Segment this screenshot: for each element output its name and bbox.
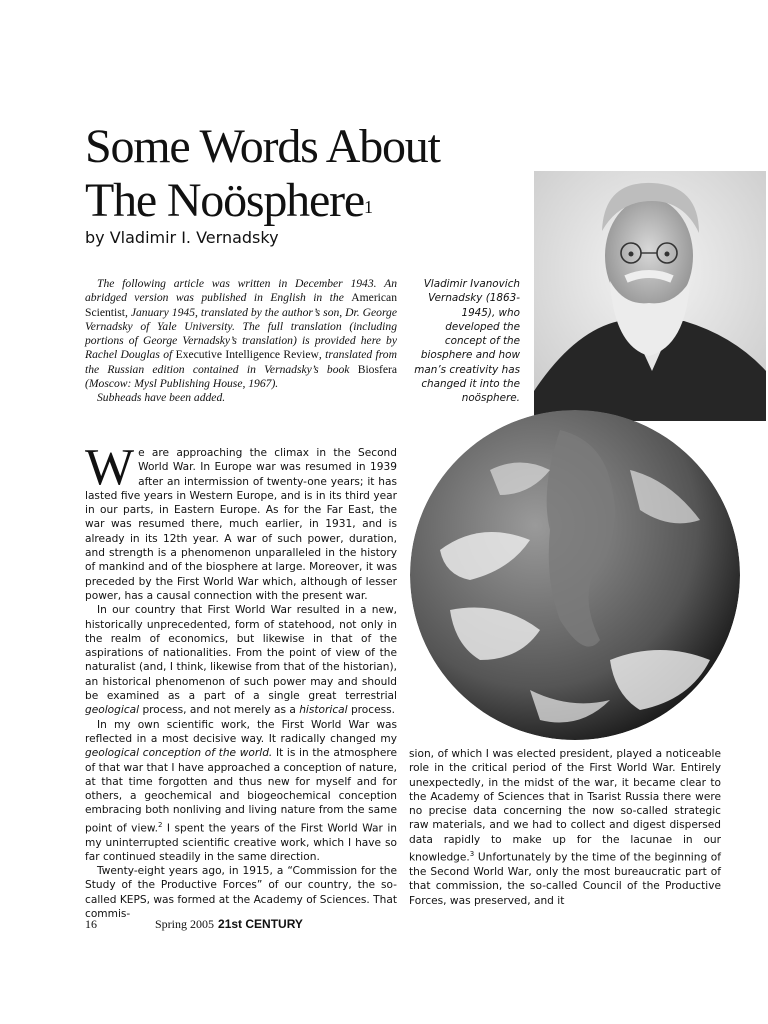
intro-paragraph: The following article was written in December 1943. An abridged version was published in English in the American Scientist, January 1945, translated by the author’s son, Dr. George Vernadsky of Yale University. The full translation (including portions of George Vernadsky’s translation) is provided here by Rachel Douglas of Executive Intelligence Review, translated from the Russian edition contained in Vernadsky’s book Biosfera (Moscow: Mysl Publishing House, 1967). xyxy=(85,277,397,391)
issue-date: Spring 2005 xyxy=(155,917,215,931)
magazine-name: 21st CENTURY xyxy=(218,917,303,931)
title-line-2: The Noösphere xyxy=(85,174,364,228)
body-column-1 xyxy=(85,439,397,921)
body-paragraph: Twenty-eight years ago, in 1915, a “Commission for the Study of the Productive Forces” of our country, the so-called KEPS, was formed at the Academy of Sciences. That commis- xyxy=(85,865,397,921)
portrait-caption: Vladimir Ivanovich Vernadsky (1863-1945), who developed the concept of the biosphere and how man’s creativity has changed it into the noösphere. xyxy=(414,278,520,405)
earth-image xyxy=(410,410,740,740)
vernadsky-portrait-photo xyxy=(534,171,766,421)
editor-intro xyxy=(85,277,397,406)
issue-line xyxy=(155,917,303,932)
portrait-image xyxy=(534,171,766,421)
body-paragraph: We are approaching the climax in the Second World War. In Europe war was resumed in 1939 after an intermission of twenty-one years; it has lasted five years in Western Europe, and is in its third year in our parts, in Eastern Europe. As for the Far East, the war was resumed there, much earlier, in 1931, and is already in its 12th year. A war of such power, duration, and strength is a phenomenon unparalleled in the history of mankind and of the biosphere at large. Moreover, it was preceded by the First World War which, although of lesser power, has a causal connection with the present war. xyxy=(85,439,397,602)
drop-cap: W xyxy=(85,439,135,496)
earth-photo xyxy=(410,410,740,740)
body-paragraph: In my own scientific work, the First World War was reflected in a most decisive way. It radically changed my geological conception of the world. It is in the atmosphere of that war that I have approached a conception of nature, at that time forgotten and thus new for myself and for others, a geochemical and biogeochemical conception embracing both nonliving and living nature from the same point of view.$^2$ I spent the years of the First World War in my uninterrupted scientific creative work, which I have so far continued steadily in the same direction. xyxy=(85,718,397,863)
body-paragraph: sion, of which I was elected president, played a noticeable role in the critical period of the First World War. Entirely unexpectedly, in the midst of the war, it became clear to the Academy of Sciences that in Tsarist Russia there were no precise data concerning the now so-called strategic raw materials, and we had to collect and digest dispersed data rapidly to make up for the lacunae in our knowledge.$^3$ Unfortunately by the time of the beginning of the Second World War, only the most bureaucratic part of that commission, the so-called Council of the Productive Forces, was preserved, and it xyxy=(409,748,721,907)
title-line-1: Some Words About xyxy=(85,120,440,174)
footnote-marker: 3 xyxy=(469,850,475,859)
body-column-2 xyxy=(409,747,721,908)
title-footnote-marker: 1 xyxy=(363,197,372,218)
article-title xyxy=(85,120,525,228)
byline: by Vladimir I. Vernadsky xyxy=(85,228,279,247)
body-paragraph: In our country that First World War resulted in a new, historically unprecedented, form of statehood, not only in the realm of economics, but likewise in that of the aspirations of nationalities. From the point of view of the naturalist (and, I think, likewise from that of the historian), an historical phenomenon of such power may and should be examined as a part of a single great terrestrial geological process, and not merely as a historical process. xyxy=(85,604,397,717)
footnote-marker: 2 xyxy=(157,820,163,829)
intro-subheads-note: Subheads have been added. xyxy=(97,391,226,405)
page-number: 16 xyxy=(85,917,97,931)
